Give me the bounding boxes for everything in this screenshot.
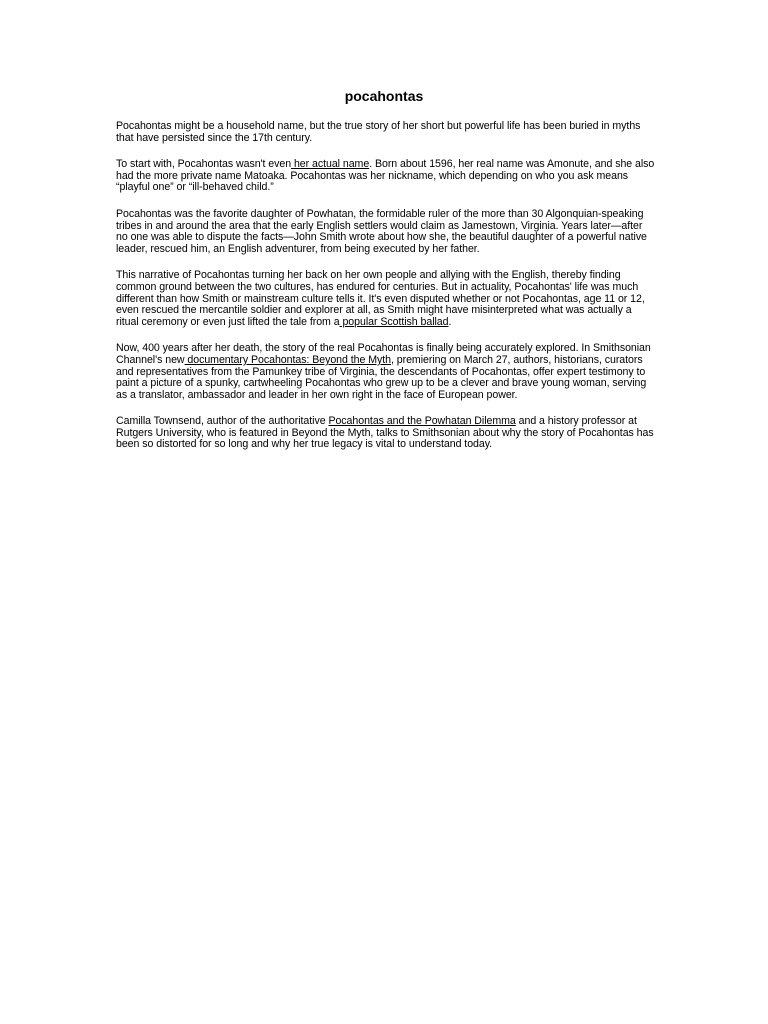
paragraph-text: . — [448, 315, 452, 328]
paragraph-text: Camilla Townsend, author of the authoritative — [116, 415, 329, 428]
paragraph-text: and a history professor at Rutgers University, who is featured in Beyond the Myth, talks to Smithsonian about why the story of Pocahontas has been so distorted for so long and why her true legacy is vital to understand today. — [116, 415, 654, 451]
paragraph — [116, 159, 656, 194]
paragraph-text: , premiering on March 27, authors, historians, curators and representatives from the Pamunkey tribe of Virginia, the descendants of Pocahontas, offer expert testimony to paint a picture of a spunky, cartwheeling Pocahontas who grew up to be a clever and brave young woman, serving as a translator, ambassador and leader in her own right in the face of European power. — [116, 353, 647, 401]
inline-link[interactable]: documentary Pocahontas: Beyond the Myth — [184, 353, 391, 366]
paragraph-text: This narrative of Pocahontas turning her back on her own people and allying with the English, thereby finding common ground between the two cultures, has endured for centuries. But in actuality, Pocahontas' life was much different than how Smith or mainstream culture tells it. It's even disputed whether or not Pocahontas, age 11 or 12, even rescued the mercantile soldier and explorer at all, as Smith might have misinterpreted what was actually a ritual ceremony or even just lifted the tale from a — [116, 269, 645, 328]
paragraph — [116, 416, 656, 451]
paragraph-text: Pocahontas might be a household name, but the true story of her short but powerful life has been buried in myths that have persisted since the 17th century. — [116, 120, 641, 144]
inline-link[interactable]: Pocahontas and the Powhatan Dilemma — [328, 415, 516, 428]
paragraph-text: To start with, Pocahontas wasn't even — [116, 158, 292, 171]
paragraph-text: Pocahontas was the favorite daughter of Powhatan, the formidable ruler of the more than 30 Algonquian-speaking tribes in and around the area that the early English settlers would claim as Jamestown, Virginia. Years later—after no one was able to dispute the facts—John Smith wrote about how she, the beautiful daughter of a powerful native leader, rescued him, an English adventurer, from being executed by her father. — [116, 207, 647, 255]
paragraph — [116, 343, 656, 401]
page-title: pocahontas — [344, 88, 424, 104]
paragraph — [116, 270, 656, 328]
paragraph — [116, 121, 656, 144]
paragraph — [116, 209, 656, 255]
paragraph-text: Now, 400 years after her death, the story of the real Pocahontas is finally being accurately explored. In Smithsonian Channel's new — [116, 342, 651, 366]
document-body — [116, 121, 656, 466]
inline-link[interactable]: popular Scottish ballad — [339, 315, 449, 328]
paragraph-text: . Born about 1596, her real name was Amonute, and she also had the more private name Matoaka. Pocahontas was her nickname, which depending on who you ask means “playful one” or “ill-behaved child.” — [116, 158, 655, 194]
inline-link[interactable]: her actual name — [291, 158, 370, 171]
